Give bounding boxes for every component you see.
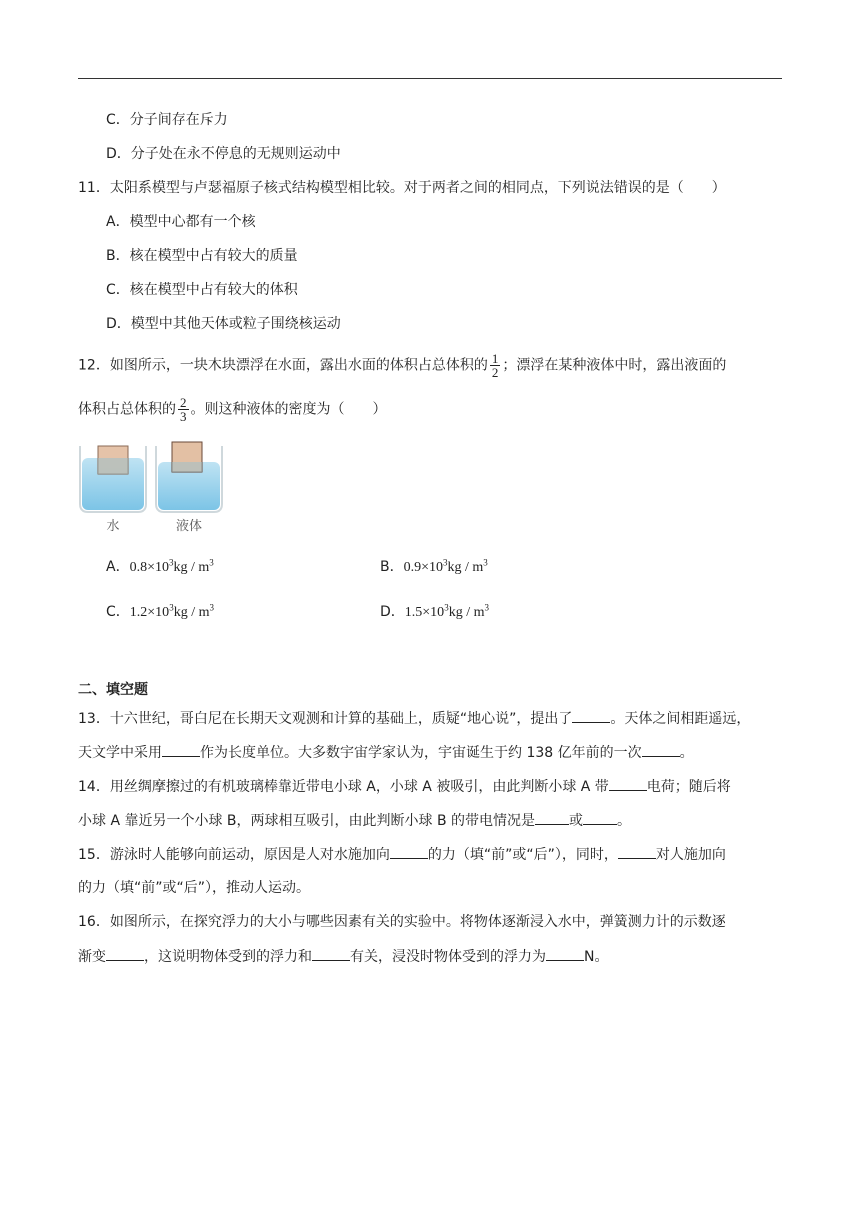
- q11-stem: 11．太阳系模型与卢瑟福原子核式结构模型相比较。对于两者之间的相同点，下列说法错误的是（ ）: [78, 180, 726, 196]
- q15-blank-1[interactable]: [390, 844, 428, 859]
- q16-blank-2[interactable]: [312, 946, 350, 961]
- q13-line2: 天文学中采用 作为长度单位。大多数宇宙学家认为，宇宙诞生于约 138 亿年前的一次 。: [78, 742, 694, 763]
- q13-line1: 13．十六世纪，哥白尼在长期天文观测和计算的基础上，质疑“地心说”，提出了 。天体之间相距遥远，: [78, 708, 750, 729]
- frac2-den: 3: [180, 409, 187, 424]
- q11-option-b: B．核在模型中占有较大的质量: [106, 248, 298, 264]
- q16-blank-3[interactable]: [546, 946, 584, 961]
- q14-blank-2[interactable]: [535, 810, 569, 825]
- q12-option-a: A．$0.8\times 10^3kg / m^3$: [106, 557, 214, 575]
- q11-option-d: D．模型中其他天体或粒子围绕核运动: [106, 316, 341, 332]
- q12-stem-part2: ；漂浮在某种液体中时，露出液面的: [502, 357, 727, 374]
- q16-line2: 渐变 ，这说明物体受到的浮力和 有关，浸没时物体受到的浮力为 N。: [78, 946, 608, 967]
- q14-line1: 14．用丝绸摩擦过的有机玻璃棒靠近带电小球 A，小球 A 被吸引，由此判断小球 A 带 电荷；随后将: [78, 776, 731, 797]
- section-fill-in-blank-title: 二、填空题: [78, 682, 148, 698]
- q16-blank-1[interactable]: [106, 946, 144, 961]
- frac1-num: 1: [491, 351, 499, 366]
- q13-blank-1[interactable]: [572, 708, 610, 723]
- q15-line1: 15．游泳时人能够向前运动，原因是人对水施加向 的力（填“前”或“后”），同时， 对人施加向: [78, 844, 726, 865]
- q12-option-c: C．$1.2\times 10^3kg / m^3$: [106, 602, 214, 620]
- q12-option-b: B．$0.9\times 10^3kg / m^3$: [380, 557, 488, 575]
- label-water: 水: [106, 519, 120, 534]
- fraction-two-thirds: [178, 396, 189, 423]
- q12-stem-line1: [78, 352, 726, 379]
- q14-blank-3[interactable]: [583, 810, 617, 825]
- q12-stem-part3: 体积占总体积的: [78, 401, 176, 418]
- q16-line1: 16．如图所示，在探究浮力的大小与哪些因素有关的实验中。将物体逐渐浸入水中，弹簧测力计的示数逐: [78, 914, 726, 930]
- q12-stem-part1: 12．如图所示，一块木块漂浮在水面，露出水面的体积占总体积的: [78, 357, 488, 374]
- q14-blank-1[interactable]: [609, 776, 647, 791]
- q13-blank-3[interactable]: [642, 742, 680, 757]
- fraction-one-half: [490, 352, 501, 379]
- q11-option-a: A．模型中心都有一个核: [106, 214, 256, 230]
- q13-blank-2[interactable]: [162, 742, 200, 757]
- q12-option-d: D．$1.5\times 10^3kg / m^3$: [380, 602, 489, 620]
- water-beaker: [80, 446, 146, 512]
- q12-stem-part4: 。则这种液体的密度为（ ）: [190, 401, 387, 418]
- liquid-beaker: [156, 442, 222, 512]
- header-rule: [78, 78, 782, 79]
- prev-option-d: D．分子处在永不停息的无规则运动中: [106, 146, 341, 162]
- q11-option-c: C．核在模型中占有较大的体积: [106, 282, 298, 298]
- beakers-figure: [76, 438, 226, 538]
- q15-line2: 的力（填“前”或“后”），推动人运动。: [78, 880, 311, 896]
- label-liquid: 液体: [175, 519, 203, 534]
- frac1-den: 2: [491, 365, 499, 380]
- frac2-num: 2: [180, 395, 187, 410]
- q14-line2: 小球 A 靠近另一个小球 B，两球相互吸引，由此判断小球 B 的带电情况是 或 。: [78, 810, 631, 831]
- q12-stem-line2: [78, 396, 387, 423]
- q15-blank-2[interactable]: [618, 844, 656, 859]
- prev-option-c: C．分子间存在斥力: [106, 112, 228, 128]
